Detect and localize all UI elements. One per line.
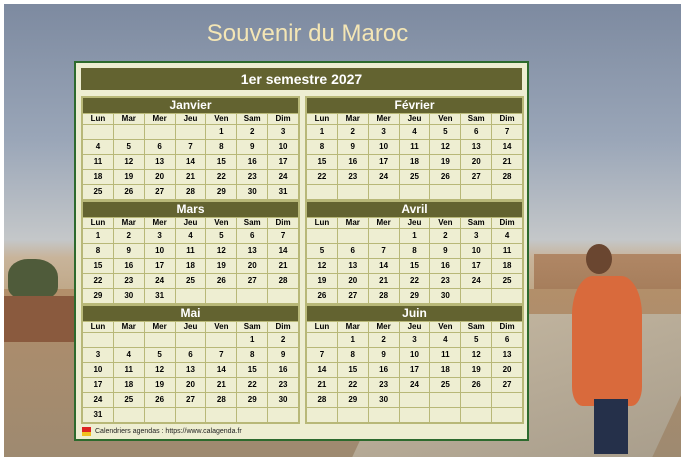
day-cell: 18: [430, 363, 460, 377]
day-cell: 9: [114, 244, 144, 258]
day-cell: 20: [145, 170, 175, 184]
day-cell: 26: [206, 274, 236, 288]
background-wall: [4, 296, 79, 342]
weekday-header: Lun: [83, 322, 113, 332]
day-cell: 9: [338, 140, 368, 154]
month-title: Février: [307, 98, 522, 113]
day-cell: 6: [145, 140, 175, 154]
month-grid: [307, 322, 522, 422]
empty-cell: [492, 393, 522, 407]
empty-cell: [307, 333, 337, 347]
empty-cell: [206, 289, 236, 303]
month-title: Janvier: [83, 98, 298, 113]
weekday-header: Mar: [114, 114, 144, 124]
day-cell: 4: [400, 125, 430, 139]
day-cell: 30: [268, 393, 298, 407]
day-cell: 30: [237, 185, 267, 199]
empty-cell: [369, 408, 399, 422]
month-grid: [83, 114, 298, 214]
day-cell: 29: [400, 289, 430, 303]
empty-cell: [400, 185, 430, 199]
day-cell: 5: [145, 348, 175, 362]
month-title: Mai: [83, 306, 298, 321]
empty-cell: [268, 408, 298, 422]
day-cell: 11: [114, 363, 144, 377]
weekday-header: Mer: [145, 114, 175, 124]
day-cell: 13: [237, 244, 267, 258]
day-cell: 15: [83, 259, 113, 273]
weekday-header: Ven: [206, 322, 236, 332]
month-grid: [307, 218, 522, 318]
background-tree: [8, 259, 58, 299]
empty-cell: [461, 289, 491, 303]
day-cell: 27: [461, 170, 491, 184]
day-cell: 10: [268, 140, 298, 154]
day-cell: 15: [400, 259, 430, 273]
day-cell: 9: [369, 348, 399, 362]
day-cell: 14: [176, 155, 206, 169]
day-cell: 17: [461, 259, 491, 273]
day-cell: 21: [268, 259, 298, 273]
day-cell: 12: [430, 140, 460, 154]
weekday-header: Mer: [145, 322, 175, 332]
weekday-header: Mar: [114, 218, 144, 228]
day-cell: 28: [176, 185, 206, 199]
day-cell: 20: [461, 155, 491, 169]
page-title: Souvenir du Maroc: [206, 20, 409, 47]
weekday-header: Dim: [492, 114, 522, 124]
day-cell: 16: [268, 363, 298, 377]
weekday-header: Ven: [430, 114, 460, 124]
weekday-header: Dim: [268, 114, 298, 124]
day-cell: 31: [145, 289, 175, 303]
day-cell: 11: [400, 140, 430, 154]
empty-cell: [176, 333, 206, 347]
weekday-header: Sam: [461, 114, 491, 124]
day-cell: 2: [430, 229, 460, 243]
empty-cell: [268, 289, 298, 303]
empty-cell: [369, 229, 399, 243]
day-cell: 21: [206, 378, 236, 392]
day-cell: 8: [400, 244, 430, 258]
day-cell: 27: [338, 289, 368, 303]
runner-figure: [572, 276, 642, 406]
day-cell: 3: [400, 333, 430, 347]
empty-cell: [176, 125, 206, 139]
empty-cell: [237, 289, 267, 303]
day-cell: 11: [176, 244, 206, 258]
day-cell: 30: [369, 393, 399, 407]
weekday-header: Jeu: [400, 322, 430, 332]
day-cell: 14: [268, 244, 298, 258]
weekday-header: Dim: [492, 322, 522, 332]
day-cell: 10: [461, 244, 491, 258]
month-avril: [305, 200, 524, 320]
day-cell: 13: [176, 363, 206, 377]
empty-cell: [307, 229, 337, 243]
empty-cell: [145, 125, 175, 139]
day-cell: 19: [461, 363, 491, 377]
day-cell: 12: [206, 244, 236, 258]
empty-cell: [430, 393, 460, 407]
day-cell: 26: [307, 289, 337, 303]
weekday-header: Ven: [430, 322, 460, 332]
day-cell: 26: [114, 185, 144, 199]
day-cell: 19: [430, 155, 460, 169]
day-cell: 25: [83, 185, 113, 199]
day-cell: 20: [237, 259, 267, 273]
day-cell: 7: [268, 229, 298, 243]
day-cell: 30: [114, 289, 144, 303]
runner-legs: [594, 399, 628, 454]
month-title: Avril: [307, 202, 522, 217]
day-cell: 22: [400, 274, 430, 288]
weekday-header: Sam: [237, 322, 267, 332]
day-cell: 1: [83, 229, 113, 243]
day-cell: 18: [176, 259, 206, 273]
day-cell: 4: [176, 229, 206, 243]
day-cell: 14: [307, 363, 337, 377]
month-grid: [83, 218, 298, 318]
weekday-header: Lun: [307, 322, 337, 332]
day-cell: 3: [461, 229, 491, 243]
day-cell: 22: [237, 378, 267, 392]
day-cell: 16: [369, 363, 399, 377]
day-cell: 17: [268, 155, 298, 169]
day-cell: 4: [83, 140, 113, 154]
weekday-header: Mer: [369, 114, 399, 124]
month-mars: [81, 200, 300, 320]
day-cell: 13: [338, 259, 368, 273]
weekday-header: Mer: [369, 322, 399, 332]
day-cell: 3: [83, 348, 113, 362]
day-cell: 22: [338, 378, 368, 392]
day-cell: 10: [369, 140, 399, 154]
day-cell: 30: [430, 289, 460, 303]
weekday-header: Sam: [461, 218, 491, 228]
day-cell: 26: [461, 378, 491, 392]
day-cell: 24: [145, 274, 175, 288]
day-cell: 3: [145, 229, 175, 243]
day-cell: 28: [206, 393, 236, 407]
day-cell: 6: [492, 333, 522, 347]
day-cell: 24: [369, 170, 399, 184]
weekday-header: Dim: [268, 322, 298, 332]
day-cell: 8: [83, 244, 113, 258]
weekday-header: Lun: [307, 218, 337, 228]
weekday-header: Jeu: [400, 114, 430, 124]
day-cell: 5: [461, 333, 491, 347]
weekday-header: Sam: [237, 218, 267, 228]
day-cell: 16: [237, 155, 267, 169]
day-cell: 14: [369, 259, 399, 273]
weekday-header: Mar: [338, 218, 368, 228]
weekday-header: Lun: [83, 114, 113, 124]
day-cell: 19: [307, 274, 337, 288]
day-cell: 25: [176, 274, 206, 288]
semester-title: 1er semestre 2027: [81, 68, 522, 90]
day-cell: 31: [83, 408, 113, 422]
day-cell: 22: [307, 170, 337, 184]
day-cell: 11: [83, 155, 113, 169]
day-cell: 1: [206, 125, 236, 139]
weekday-header: Dim: [268, 218, 298, 228]
weekday-header: Ven: [206, 114, 236, 124]
calagenda-logo-icon: [82, 427, 91, 436]
day-cell: 25: [430, 378, 460, 392]
day-cell: 27: [492, 378, 522, 392]
day-cell: 17: [400, 363, 430, 377]
day-cell: 28: [492, 170, 522, 184]
empty-cell: [83, 333, 113, 347]
empty-cell: [145, 333, 175, 347]
day-cell: 28: [307, 393, 337, 407]
day-cell: 2: [237, 125, 267, 139]
empty-cell: [492, 408, 522, 422]
day-cell: 27: [237, 274, 267, 288]
day-cell: 2: [369, 333, 399, 347]
day-cell: 7: [176, 140, 206, 154]
day-cell: 3: [268, 125, 298, 139]
day-cell: 10: [83, 363, 113, 377]
day-cell: 22: [83, 274, 113, 288]
day-cell: 19: [145, 378, 175, 392]
day-cell: 25: [400, 170, 430, 184]
day-cell: 21: [492, 155, 522, 169]
day-cell: 2: [268, 333, 298, 347]
empty-cell: [461, 185, 491, 199]
empty-cell: [206, 333, 236, 347]
empty-cell: [114, 125, 144, 139]
day-cell: 29: [237, 393, 267, 407]
day-cell: 26: [145, 393, 175, 407]
day-cell: 18: [114, 378, 144, 392]
day-cell: 23: [237, 170, 267, 184]
empty-cell: [176, 408, 206, 422]
day-cell: 6: [237, 229, 267, 243]
weekday-header: Sam: [461, 322, 491, 332]
weekday-header: Jeu: [400, 218, 430, 228]
day-cell: 29: [83, 289, 113, 303]
day-cell: 20: [338, 274, 368, 288]
footer: [82, 427, 242, 436]
day-cell: 12: [461, 348, 491, 362]
day-cell: 25: [492, 274, 522, 288]
runner-head: [586, 244, 612, 274]
day-cell: 17: [145, 259, 175, 273]
day-cell: 15: [237, 363, 267, 377]
weekday-header: Mer: [145, 218, 175, 228]
empty-cell: [338, 229, 368, 243]
month-title: Mars: [83, 202, 298, 217]
empty-cell: [461, 408, 491, 422]
day-cell: 3: [369, 125, 399, 139]
day-cell: 20: [176, 378, 206, 392]
empty-cell: [369, 185, 399, 199]
month-mai: [81, 304, 300, 424]
day-cell: 21: [307, 378, 337, 392]
day-cell: 16: [338, 155, 368, 169]
day-cell: 23: [338, 170, 368, 184]
day-cell: 24: [83, 393, 113, 407]
day-cell: 12: [114, 155, 144, 169]
day-cell: 14: [206, 363, 236, 377]
day-cell: 24: [268, 170, 298, 184]
day-cell: 22: [206, 170, 236, 184]
weekday-header: Jeu: [176, 322, 206, 332]
day-cell: 11: [492, 244, 522, 258]
empty-cell: [400, 393, 430, 407]
day-cell: 23: [268, 378, 298, 392]
day-cell: 13: [461, 140, 491, 154]
day-cell: 19: [114, 170, 144, 184]
empty-cell: [338, 185, 368, 199]
calendar-panel: [74, 61, 529, 441]
weekday-header: Dim: [492, 218, 522, 228]
day-cell: 16: [430, 259, 460, 273]
day-cell: 13: [145, 155, 175, 169]
weekday-header: Mar: [338, 114, 368, 124]
day-cell: 28: [268, 274, 298, 288]
day-cell: 16: [114, 259, 144, 273]
day-cell: 7: [307, 348, 337, 362]
empty-cell: [461, 393, 491, 407]
empty-cell: [338, 408, 368, 422]
day-cell: 10: [400, 348, 430, 362]
day-cell: 25: [114, 393, 144, 407]
month-grid: [307, 114, 522, 214]
day-cell: 2: [338, 125, 368, 139]
empty-cell: [114, 333, 144, 347]
weekday-header: Ven: [430, 218, 460, 228]
day-cell: 20: [492, 363, 522, 377]
day-cell: 9: [430, 244, 460, 258]
footer-link[interactable]: Calendriers agendas : https://www.calagenda.fr: [95, 428, 242, 435]
day-cell: 9: [237, 140, 267, 154]
day-cell: 13: [492, 348, 522, 362]
empty-cell: [83, 125, 113, 139]
day-cell: 8: [338, 348, 368, 362]
day-cell: 10: [145, 244, 175, 258]
day-cell: 24: [400, 378, 430, 392]
day-cell: 4: [114, 348, 144, 362]
month-title: Juin: [307, 306, 522, 321]
empty-cell: [492, 185, 522, 199]
day-cell: 18: [492, 259, 522, 273]
day-cell: 23: [369, 378, 399, 392]
day-cell: 11: [430, 348, 460, 362]
day-cell: 1: [307, 125, 337, 139]
weekday-header: Ven: [206, 218, 236, 228]
day-cell: 27: [145, 185, 175, 199]
day-cell: 8: [237, 348, 267, 362]
day-cell: 8: [206, 140, 236, 154]
day-cell: 5: [206, 229, 236, 243]
empty-cell: [114, 408, 144, 422]
day-cell: 17: [83, 378, 113, 392]
weekday-header: Sam: [237, 114, 267, 124]
day-cell: 27: [176, 393, 206, 407]
day-cell: 23: [430, 274, 460, 288]
day-cell: 14: [492, 140, 522, 154]
day-cell: 7: [206, 348, 236, 362]
month-juin: [305, 304, 524, 424]
empty-cell: [400, 408, 430, 422]
day-cell: 18: [400, 155, 430, 169]
day-cell: 6: [338, 244, 368, 258]
day-cell: 29: [338, 393, 368, 407]
empty-cell: [237, 408, 267, 422]
day-cell: 12: [145, 363, 175, 377]
day-cell: 4: [430, 333, 460, 347]
weekday-header: Mar: [114, 322, 144, 332]
month-grid: [83, 322, 298, 422]
day-cell: 24: [461, 274, 491, 288]
weekday-header: Lun: [83, 218, 113, 228]
day-cell: 15: [307, 155, 337, 169]
weekday-header: Lun: [307, 114, 337, 124]
empty-cell: [307, 408, 337, 422]
day-cell: 1: [338, 333, 368, 347]
day-cell: 5: [114, 140, 144, 154]
day-cell: 6: [461, 125, 491, 139]
day-cell: 7: [492, 125, 522, 139]
day-cell: 12: [307, 259, 337, 273]
day-cell: 21: [176, 170, 206, 184]
empty-cell: [206, 408, 236, 422]
weekday-header: Jeu: [176, 218, 206, 228]
empty-cell: [145, 408, 175, 422]
day-cell: 7: [369, 244, 399, 258]
empty-cell: [176, 289, 206, 303]
day-cell: 31: [268, 185, 298, 199]
day-cell: 15: [338, 363, 368, 377]
day-cell: 5: [430, 125, 460, 139]
day-cell: 18: [83, 170, 113, 184]
day-cell: 2: [114, 229, 144, 243]
day-cell: 19: [206, 259, 236, 273]
day-cell: 1: [237, 333, 267, 347]
day-cell: 9: [268, 348, 298, 362]
day-cell: 23: [114, 274, 144, 288]
day-cell: 1: [400, 229, 430, 243]
day-cell: 5: [307, 244, 337, 258]
day-cell: 26: [430, 170, 460, 184]
weekday-header: Mar: [338, 322, 368, 332]
day-cell: 4: [492, 229, 522, 243]
day-cell: 28: [369, 289, 399, 303]
empty-cell: [430, 185, 460, 199]
day-cell: 17: [369, 155, 399, 169]
day-cell: 6: [176, 348, 206, 362]
month-janvier: [81, 96, 300, 216]
day-cell: 21: [369, 274, 399, 288]
day-cell: 15: [206, 155, 236, 169]
empty-cell: [492, 289, 522, 303]
day-cell: 8: [307, 140, 337, 154]
weekday-header: Jeu: [176, 114, 206, 124]
day-cell: 29: [206, 185, 236, 199]
weekday-header: Mer: [369, 218, 399, 228]
empty-cell: [430, 408, 460, 422]
empty-cell: [307, 185, 337, 199]
month-fevrier: [305, 96, 524, 216]
